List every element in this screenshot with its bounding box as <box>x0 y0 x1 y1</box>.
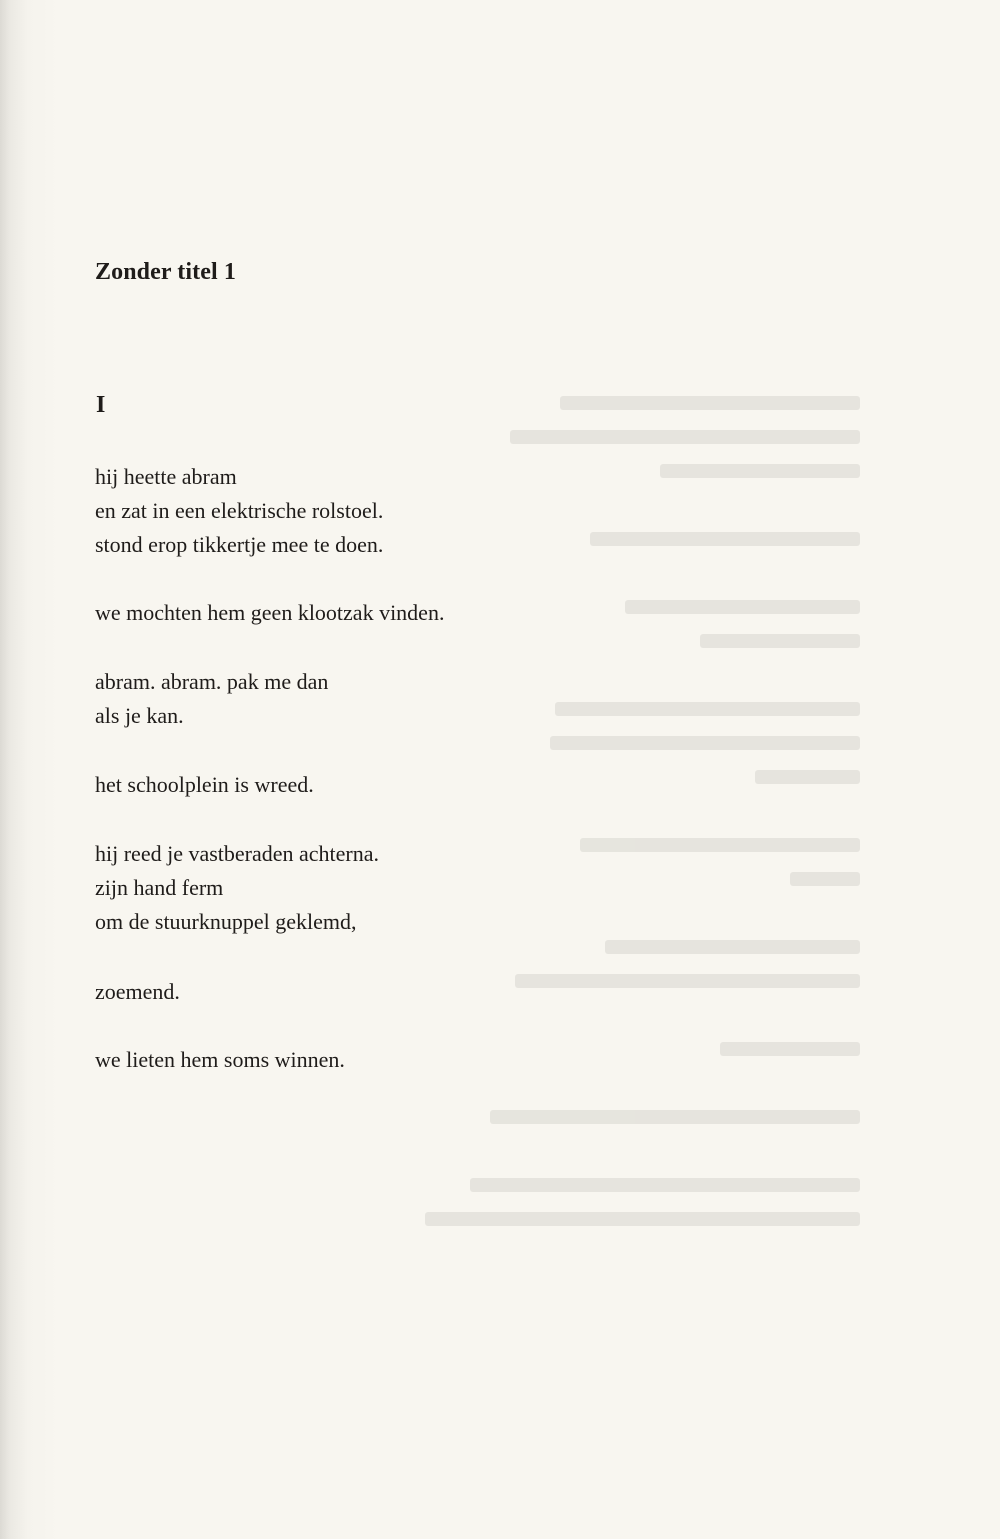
section-number: I <box>96 392 106 418</box>
poem-line: om de stuurknuppel geklemd, <box>95 909 357 934</box>
poem-line: het schoolplein is wreed. <box>95 772 314 797</box>
poem-line: abram. abram. pak me dan <box>95 669 329 694</box>
poem-line: we mochten hem geen klootzak vinden. <box>95 600 445 625</box>
stanza <box>95 975 180 1009</box>
stanza <box>95 596 444 630</box>
poem-line: hij heette abram <box>95 464 237 489</box>
poem-line: hij reed je vastberaden achterna. <box>95 841 380 866</box>
stanza <box>95 665 328 733</box>
stanza <box>95 1043 345 1077</box>
stanza <box>95 837 379 939</box>
bleed-through-text <box>400 380 860 1260</box>
poem-line: stond erop tikkertje mee te doen. <box>95 532 384 557</box>
poem-line: en zat in een elektrische rolstoel. <box>95 498 384 523</box>
poem-line: zoemend. <box>95 979 180 1004</box>
stanza <box>95 460 383 562</box>
poem-line: als je kan. <box>95 703 184 728</box>
poem-title: Zonder titel 1 <box>95 259 236 285</box>
poem-line: zijn hand ferm <box>95 875 224 900</box>
stanza <box>95 768 314 802</box>
poem-line: we lieten hem soms winnen. <box>95 1047 345 1072</box>
